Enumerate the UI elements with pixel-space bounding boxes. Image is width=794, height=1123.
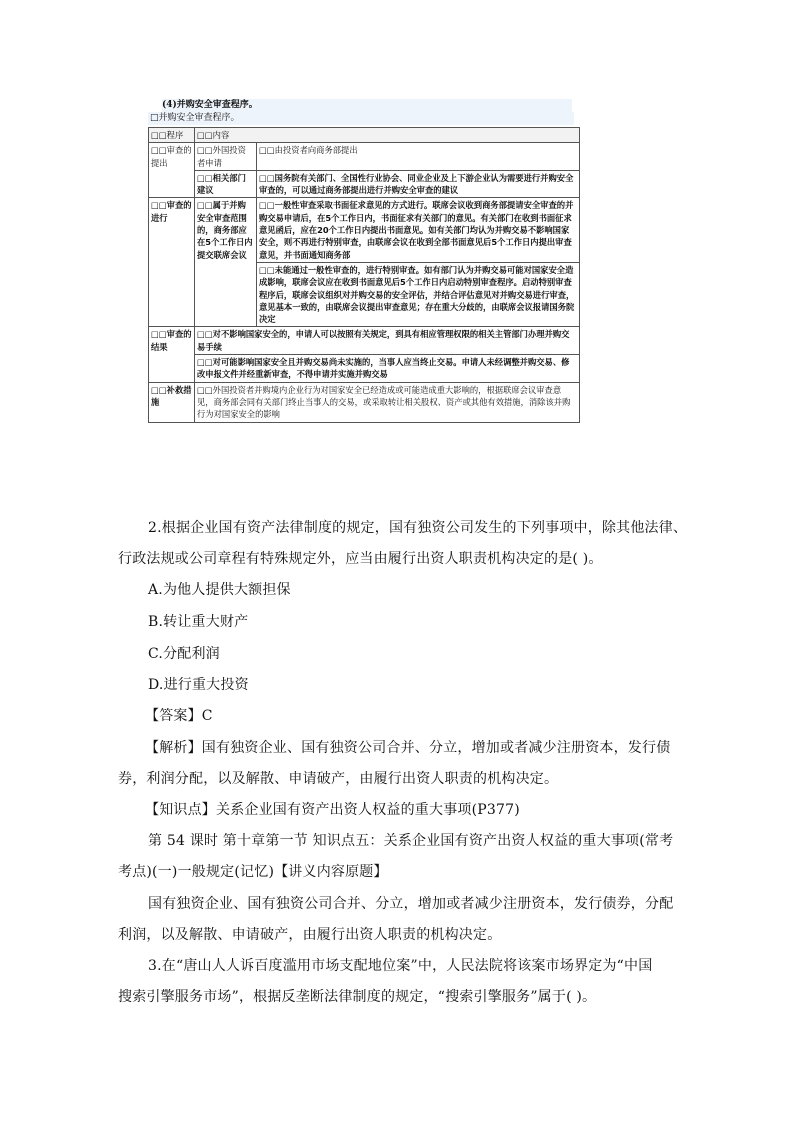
table-cell: □□审查的提出 [149,143,195,198]
body-line-2: 利润，以及解散、申请破产，由履行出资人职责的机构决定。 [118,927,502,943]
table-cell: □□对不影响国家安全的，申请人可以按照有关规定，到具有相应管理权限的相关主管部门办理并购交易手续 [195,327,580,355]
table-row [149,355,580,383]
table-section-title: (4)并购安全审查程序。 [162,99,572,112]
question-2-line-2: 行政法规或公司章程有特殊规定外，应当由履行出资人职责机构决定的是( )。 [118,551,603,567]
header-content: □□内容 [195,128,580,143]
question-3-line-2: 搜索引擎服务市场”，根据反垄断法律制度的规定，“搜索引擎服务”属于( )。 [118,989,597,1005]
knowledge-point: 【知识点】关系企业国有资产出资人权益的重大事项(P377) [145,802,520,818]
question-2-line-1: 2.根据企业国有资产法律制度的规定，国有独资公司发生的下列事项中，除其他法律、 [148,520,688,536]
lesson-line-1: 第 54 课时 第十章第一节 知识点五：关系企业国有资产出资人权益的重大事项(常考 [148,833,674,849]
table-cell: □□由投资者向商务部提出 [257,143,580,171]
header-procedure: □□程序 [149,128,195,143]
table-row [149,143,580,171]
table-row [149,198,580,262]
table-cell: □□一般性审查采取书面征求意见的方式进行。联席会议收到商务部提请安全审查的并购交易申请后，在5个工作日内，书面征求有关部门的意见。有关部门在收到书面征求意见函后，应在20个工作日内提出书面意见。如有关部门均认为并购交易不影响国家安全，则不再进行特别审查，由联席会议在收到全部书面意见后5个工作日内提出审查意见，并书面通知商务部 [257,198,580,262]
lesson-line-2: 考点)(一)一般规定(记忆)【讲义内容原题】 [118,864,388,880]
question-3-line-1: 3.在“唐山人人诉百度滥用市场支配地位案”中，人民法院将该案市场界定为“中国 [148,958,653,974]
table-row [149,327,580,355]
table-cell: □□相关部门建议 [195,170,257,198]
table-row [149,382,580,422]
table-cell: □□对可能影响国家安全且并购交易尚未实施的，当事人应当终止交易。申请人未经调整并购交易、修改申报文件并经重新审查，不得申请并实施并购交易 [195,355,580,383]
answer: 【答案】C [145,708,213,724]
table-cell: □□属于并购安全审查范围的，商务部应在5个工作日内提交联席会议 [195,198,257,327]
table-header-row [149,128,580,143]
table-cell: □□外国投资者并购境内企业行为对国家安全已经造成或可能造成重大影响的，根据联席会议审查意见，商务部会同有关部门终止当事人的交易，或采取转让相关股权、资产或其他有效措施，消除该并购行为对国家安全的影响 [195,382,580,422]
body-line-1: 国有独资企业、国有独资公司合并、分立，增加或者减少注册资本，发行债券，分配 [148,896,674,912]
table-cell: □□外国投资者申请 [195,143,257,171]
option-a: A.为他人提供大额担保 [148,582,291,598]
table-cell: □□国务院有关部门、全国性行业协会、同业企业及上下游企业认为需要进行并购安全审查的，可以通过商务部提出进行并购安全审查的建议 [257,170,580,198]
table-cell: □□审查的结果 [149,327,195,382]
table-cell: □□审查的进行 [149,198,195,327]
option-d: D.进行重大投资 [148,677,249,693]
table-cell: □□补救措施 [149,382,195,422]
option-b: B.转让重大财产 [148,614,249,630]
table-caption: □并购安全审查程序。 [148,112,574,125]
table-row [149,170,580,198]
analysis-line-1: 【解析】国有独资企业、国有独资公司合并、分立，增加或者减少注册资本，发行债 [145,740,671,756]
option-c: C.分配利润 [148,646,220,662]
analysis-line-2: 券，利润分配，以及解散、申请破产，由履行出资人职责的机构决定。 [118,771,559,787]
procedure-table-image [148,99,580,505]
table-cell: □□未能通过一般性审查的，进行特别审查。如有部门认为并购交易可能对国家安全造成影响，联席会议应在收到书面意见后5个工作日内启动特别审查程序。启动特别审查程序后，联席会议组织对并购交易的安全评估，并结合评估意见对并购交易进行审查，意见基本一致的，由联席会议提出审查意见；存在重大分歧的，由联席会议报请国务院决定 [257,262,580,326]
procedure-table [148,127,580,423]
